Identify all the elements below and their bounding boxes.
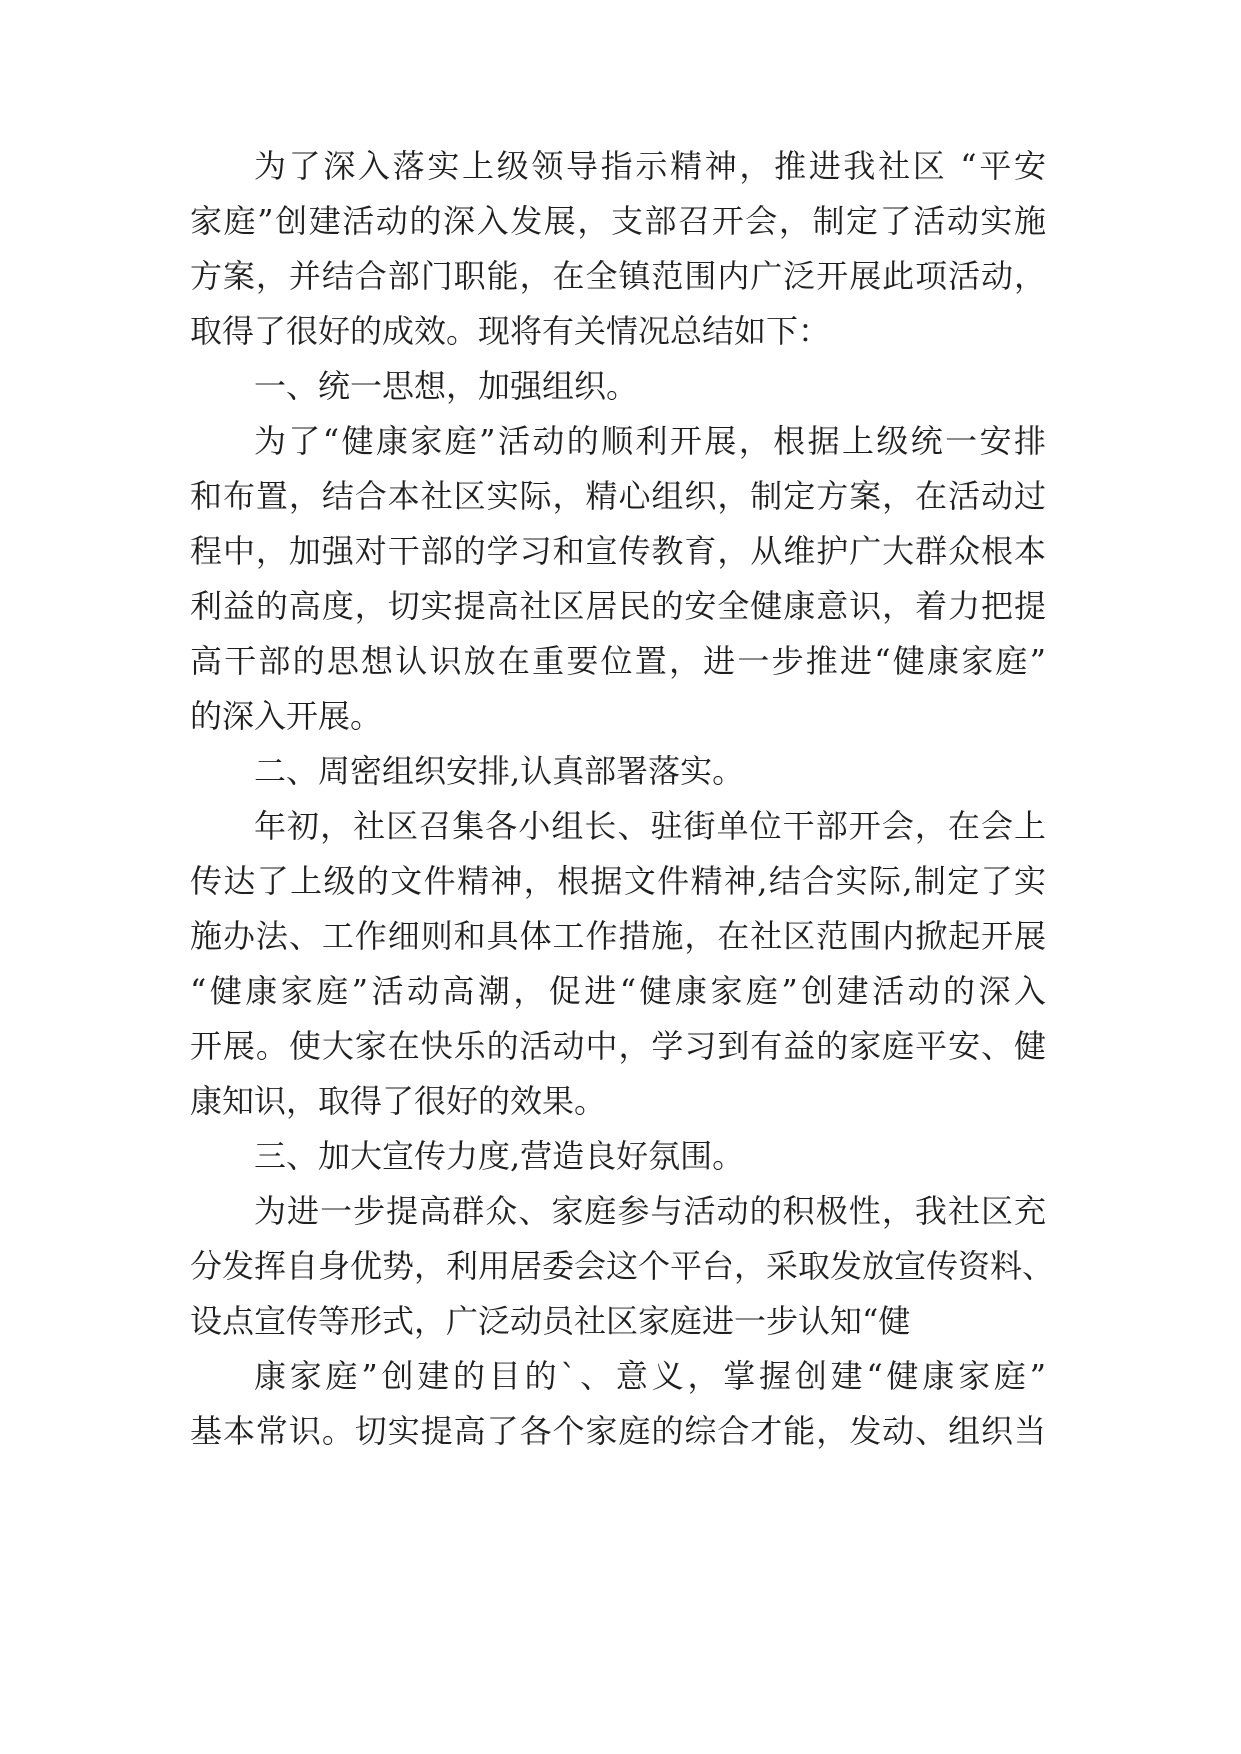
section-heading: 一、统一思想，加强组织。 bbox=[254, 367, 639, 405]
text-line: 的深入开展。 bbox=[190, 697, 383, 735]
text-line: 开展。使大家在快乐的活动中，学习到有益的家庭平安、健 bbox=[190, 1027, 1046, 1065]
text-line: 康家庭”创建的目的`、意义，掌握创建“健康家庭” bbox=[254, 1357, 1046, 1395]
text-line: 高干部的思想认识放在重要位置，进一步推进“健康家庭” bbox=[190, 642, 1046, 680]
text-line: 施办法、工作细则和具体工作措施，在社区范围内掀起开展 bbox=[190, 917, 1046, 955]
text-line: “健康家庭”活动高潮，促进“健康家庭”创建活动的深入 bbox=[190, 972, 1046, 1010]
text-line: 程中，加强对干部的学习和宣传教育，从维护广大群众根本 bbox=[190, 532, 1046, 570]
text-line: 方案，并结合部门职能，在全镇范围内广泛开展此项活动， bbox=[190, 257, 1046, 295]
section-heading: 三、加大宣传力度,营造良好氛围。 bbox=[254, 1137, 745, 1175]
text-line: 为了深入落实上级领导指示精神，推进我社区 “平安 bbox=[254, 147, 1046, 185]
text-line: 年初，社区召集各小组长、驻街单位干部开会，在会上 bbox=[254, 807, 1046, 845]
text-line: 分发挥自身优势，利用居委会这个平台，采取发放宣传资料、 bbox=[190, 1247, 1055, 1285]
text-line: 利益的高度，切实提高社区居民的安全健康意识，着力把提 bbox=[190, 587, 1046, 625]
section-heading: 二、周密组织安排,认真部署落实。 bbox=[254, 752, 745, 790]
text-line: 康知识，取得了很好的效果。 bbox=[190, 1082, 607, 1120]
text-line: 家庭”创建活动的深入发展，支部召开会，制定了活动实施 bbox=[190, 202, 1046, 240]
text-line: 基本常识。切实提高了各个家庭的综合才能，发动、组织当 bbox=[190, 1412, 1046, 1450]
text-line: 设点宣传等形式，广泛动员社区家庭进一步认知“健 bbox=[190, 1302, 911, 1340]
text-line: 为了“健康家庭”活动的顺利开展，根据上级统一安排 bbox=[254, 422, 1046, 460]
text-line: 传达了上级的文件精神，根据文件精神,结合实际,制定了实 bbox=[190, 862, 1046, 900]
text-line: 为进一步提高群众、家庭参与活动的积极性，我社区充 bbox=[254, 1192, 1046, 1230]
text-line: 取得了很好的成效。现将有关情况总结如下： bbox=[190, 312, 831, 350]
text-line: 和布置，结合本社区实际，精心组织，制定方案，在活动过 bbox=[190, 477, 1046, 515]
